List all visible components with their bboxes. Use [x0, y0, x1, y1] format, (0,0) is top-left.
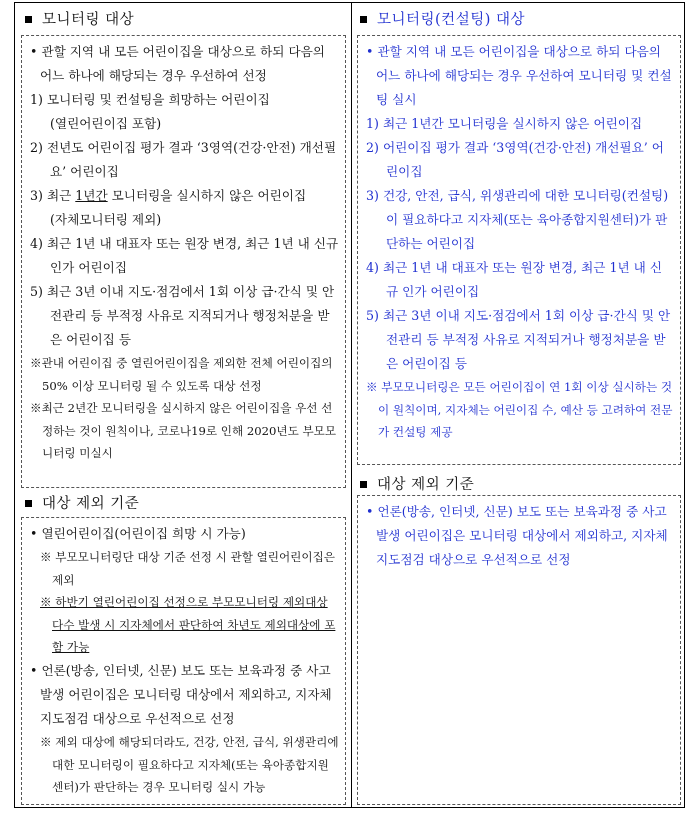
square-bullet-icon — [360, 16, 367, 23]
left-exclusion-note-1: ※ 부모모니터링단 대상 기준 선정 시 관할 열린어린이집은 제외 — [40, 550, 335, 587]
left-exclusion-bullet-2: • 언론(방송, 인터넷, 신문) 보도 또는 보육과정 중 사고 발생 어린이집은 모니터링 대상에서 제외하고, 지자체 지도점검 대상으로 우선적으로 선정 — [30, 662, 332, 726]
right-item-1: 1) 최근 1년간 모니터링을 실시하지 않은 어린이집 — [366, 116, 643, 131]
left-exclusion-note-2: ※ 하반기 열린어린이집 선정으로 부모모니터링 제외대상 다수 발생 시 지자체에서 판단하여 차년도 제외대상에 포함 가능 — [40, 595, 336, 655]
left-item-5: 5) 최근 3년 이내 지도·점검에서 1회 이상 급·간식 및 안전관리 등 부적정 사유로 지적되거나 행정처분을 받은 어린이집 등 — [30, 284, 335, 347]
left-exclusion-bullet-1: • 열린어린이집(어린이집 희망 시 가능) — [30, 526, 246, 541]
right-note: ※ 부모모니터링은 모든 어린이집이 연 1회 이상 실시하는 것이 원칙이며, 지자체는 어린이집 수, 예산 등 고려하여 전문가 컨설팅 제공 — [366, 380, 673, 440]
right-column — [351, 3, 684, 807]
right-exclusion-bullet-1: • 언론(방송, 인터넷, 신문) 보도 또는 보육과정 중 사고 발생 어린이집은 모니터링 대상에서 제외하고, 지자체 지도점검 대상으로 우선적으로 선정 — [366, 504, 668, 567]
left-monitoring-intro: • 관할 지역 내 모든 어린이집을 대상으로 하되 다음의 어느 하나에 해당되는 경우 우선하여 선정 — [30, 44, 325, 83]
right-exclusion-title: 대상 제외 기준 — [360, 473, 474, 494]
left-item-1-sub: (열린어린이집 포함) — [50, 116, 162, 131]
left-note-1: ※관내 어린이집 중 열린어린이집을 제외한 전체 어린이집의 50% 이상 모니터링 될 수 있도록 대상 선정 — [30, 356, 333, 393]
right-monitoring-box — [357, 35, 681, 465]
square-bullet-icon — [360, 481, 367, 488]
right-exclusion-box — [357, 495, 681, 805]
left-item-4: 4) 최근 1년 내 대표자 또는 원장 변경, 최근 1년 내 신규 인가 어린이집 — [30, 236, 339, 275]
right-item-2: 2) 어린이집 평가 결과 ‘3영역(건강·안전) 개선필요’ 어린이집 — [366, 140, 664, 179]
square-bullet-icon — [25, 16, 32, 23]
left-monitoring-box — [21, 35, 346, 488]
left-monitoring-title: 모니터링 대상 — [25, 8, 134, 29]
right-monitoring-title: 모니터링(컨설팅) 대상 — [360, 8, 525, 29]
left-item-3-sub: (자체모니터링 제외) — [50, 212, 162, 227]
left-item-3: 3) 최근 1년간 모니터링을 실시하지 않은 어린이집 — [30, 188, 307, 203]
comparison-table — [14, 2, 685, 808]
square-bullet-icon — [25, 500, 32, 507]
right-item-3: 3) 건강, 안전, 급식, 위생관리에 대한 모니터링(컨설팅)이 필요하다고 지자체(또는 육아종합지원센터)가 판단하는 어린이집 — [366, 188, 669, 251]
left-note-2: ※최근 2년간 모니터링을 실시하지 않은 어린이집을 우선 선정하는 것이 원칙이나, 코로나19로 인해 2020년도 부모모니터링 미실시 — [30, 401, 337, 461]
left-column — [15, 3, 351, 807]
left-item-2: 2) 전년도 어린이집 평가 결과 ‘3영역(건강·안전) 개선필요’ 어린이집 — [30, 140, 337, 179]
left-exclusion-note-3: ※ 제외 대상에 해당되더라도, 건강, 안전, 급식, 위생관리에 대한 모니터링이 필요하다고 지자체(또는 육아종합지원센터)가 판단하는 경우 모니터링 실시 가능 — [40, 734, 339, 795]
right-monitoring-intro: • 관할 지역 내 모든 어린이집을 대상으로 하되 다음의 어느 하나에 해당되는 경우 우선하여 모니터링 및 컨설팅 실시 — [366, 44, 672, 107]
left-item-1: 1) 모니터링 및 컨설팅을 희망하는 어린이집 — [30, 92, 270, 107]
right-item-5: 5) 최근 3년 이내 지도·점검에서 1회 이상 급·간식 및 안전관리 등 부적정 사유로 지적되거나 행정처분을 받은 어린이집 등 — [366, 308, 671, 371]
right-item-4: 4) 최근 1년 내 대표자 또는 원장 변경, 최근 1년 내 신규 인가 어린이집 — [366, 260, 662, 299]
left-exclusion-title: 대상 제외 기준 — [25, 492, 139, 513]
left-exclusion-box — [21, 517, 346, 805]
